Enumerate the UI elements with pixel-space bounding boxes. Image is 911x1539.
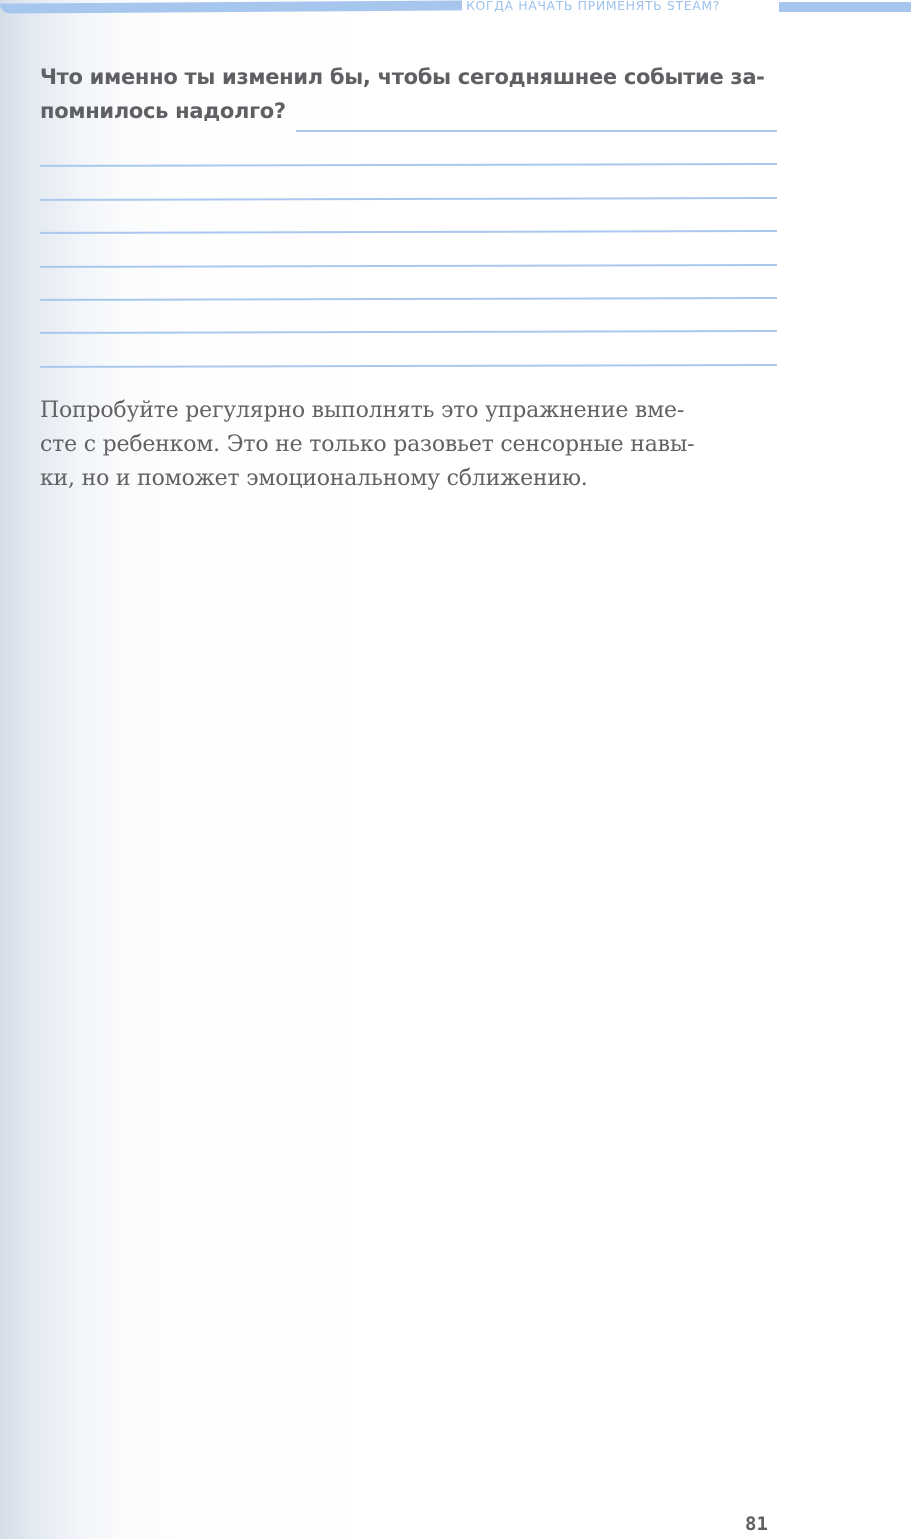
answer-line[interactable] xyxy=(40,163,777,167)
body-paragraph xyxy=(40,394,785,496)
answer-line[interactable] xyxy=(40,364,777,368)
answer-line[interactable] xyxy=(40,230,777,234)
answer-line[interactable] xyxy=(40,297,777,301)
paragraph-line: сте с ребенком. Это не только разовьет сенсорные навы- xyxy=(40,432,695,457)
paragraph-line: Попробуйте регулярно выполнять это упражнение вме- xyxy=(40,398,685,423)
question-line: Что именно ты изменил бы, чтобы сегодняшнее событие за- xyxy=(40,65,765,89)
answer-line[interactable] xyxy=(40,197,777,201)
paragraph-line: ки, но и поможет эмоциональному сближению. xyxy=(40,466,588,491)
header-bar-left xyxy=(0,0,462,13)
running-header-title: КОГДА НАЧАТЬ ПРИМЕНЯТЬ STEAM? xyxy=(466,0,720,13)
header-bar-right xyxy=(779,2,911,12)
answer-line[interactable] xyxy=(40,264,777,268)
answer-line[interactable] xyxy=(40,330,777,334)
question-line: помнилось надолго? xyxy=(40,99,286,123)
running-header xyxy=(0,0,911,14)
page-number: 81 xyxy=(745,1513,768,1535)
exercise-question xyxy=(40,60,785,128)
answer-line[interactable] xyxy=(296,130,777,132)
